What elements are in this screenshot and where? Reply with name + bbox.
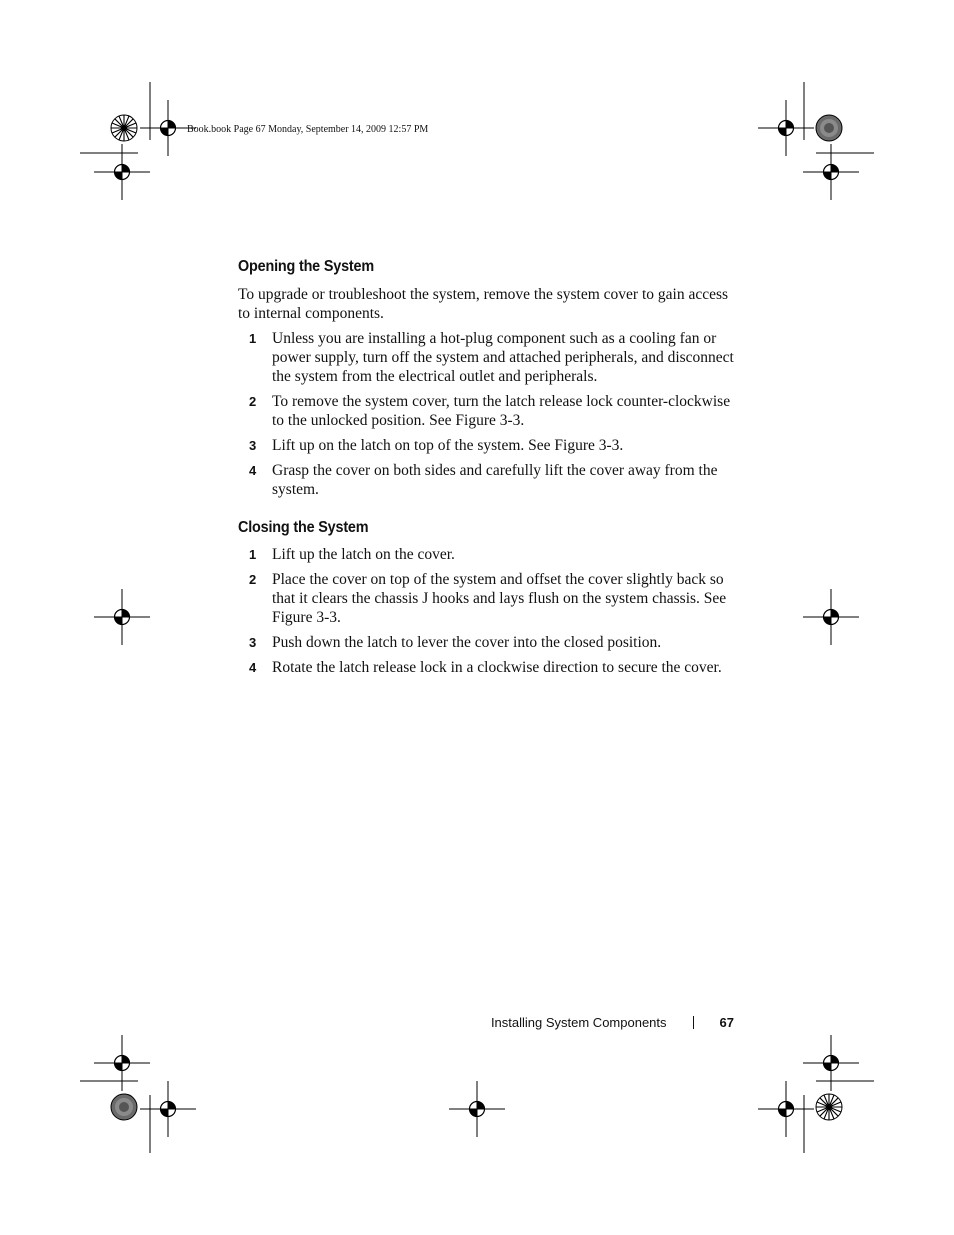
step-text: Lift up on the latch on top of the system. See Figure 3-3. — [272, 437, 624, 454]
registration-mark-icon — [803, 1035, 859, 1091]
list-item — [238, 545, 738, 564]
registration-mark-icon — [758, 100, 814, 156]
footer-divider — [693, 1016, 694, 1029]
step-number: 3 — [249, 635, 257, 650]
page-number: 67 — [719, 1015, 734, 1030]
page-footer — [491, 1015, 734, 1030]
section-heading: Closing the System — [238, 519, 369, 536]
section-opening-the-system — [238, 258, 738, 499]
step-number: 4 — [249, 660, 257, 675]
steps-list — [238, 545, 738, 677]
step-text: Place the cover on top of the system and offset the cover slightly back so that it clears the chassis J hooks and lays flush on the system chassis. See Figure 3-3. — [272, 571, 727, 626]
registration-mark-icon — [94, 144, 150, 200]
section-heading: Opening the System — [238, 258, 374, 275]
step-number: 1 — [249, 331, 257, 346]
star-target-icon — [111, 115, 137, 141]
step-number: 2 — [249, 572, 257, 587]
section-closing-the-system — [238, 519, 738, 677]
list-item — [238, 392, 738, 430]
step-number: 1 — [249, 547, 257, 562]
star-target-icon — [816, 1094, 842, 1120]
registration-mark-icon — [94, 589, 150, 645]
list-item — [238, 570, 738, 627]
step-text: Lift up the latch on the cover. — [272, 546, 455, 563]
gray-target-icon — [816, 115, 842, 141]
step-number: 3 — [249, 438, 257, 453]
step-text: Push down the latch to lever the cover into the closed position. — [272, 634, 662, 651]
registration-mark-icon — [758, 1081, 814, 1137]
step-number: 4 — [249, 463, 257, 478]
registration-mark-icon — [94, 1035, 150, 1091]
intro-paragraph: To upgrade or troubleshoot the system, remove the system cover to gain access to internal components. — [238, 286, 729, 322]
registration-mark-icon — [449, 1081, 505, 1137]
step-text: Grasp the cover on both sides and carefully lift the cover away from the system. — [272, 462, 718, 498]
registration-mark-icon — [140, 1081, 196, 1137]
gray-target-icon — [111, 1094, 137, 1120]
list-item — [238, 461, 738, 499]
list-item — [238, 633, 738, 652]
step-text: To remove the system cover, turn the latch release lock counter-clockwise to the unlocked position. See Figure 3-3. — [272, 393, 731, 429]
step-text: Unless you are installing a hot-plug component such as a cooling fan or power supply, turn off the system and attached peripherals, and disconnect the system from the electrical outlet and peripherals. — [272, 330, 734, 385]
step-text: Rotate the latch release lock in a clockwise direction to secure the cover. — [272, 659, 722, 676]
list-item — [238, 329, 738, 386]
list-item — [238, 436, 738, 455]
chapter-title: Installing System Components — [490, 1015, 667, 1030]
registration-mark-icon — [803, 589, 859, 645]
print-slug: Book.book Page 67 Monday, September 14, 2009 12:57 PM — [187, 124, 429, 135]
registration-mark-icon — [803, 144, 859, 200]
main-content — [238, 258, 738, 683]
steps-list — [238, 329, 738, 499]
step-number: 2 — [249, 394, 257, 409]
list-item — [238, 658, 738, 677]
